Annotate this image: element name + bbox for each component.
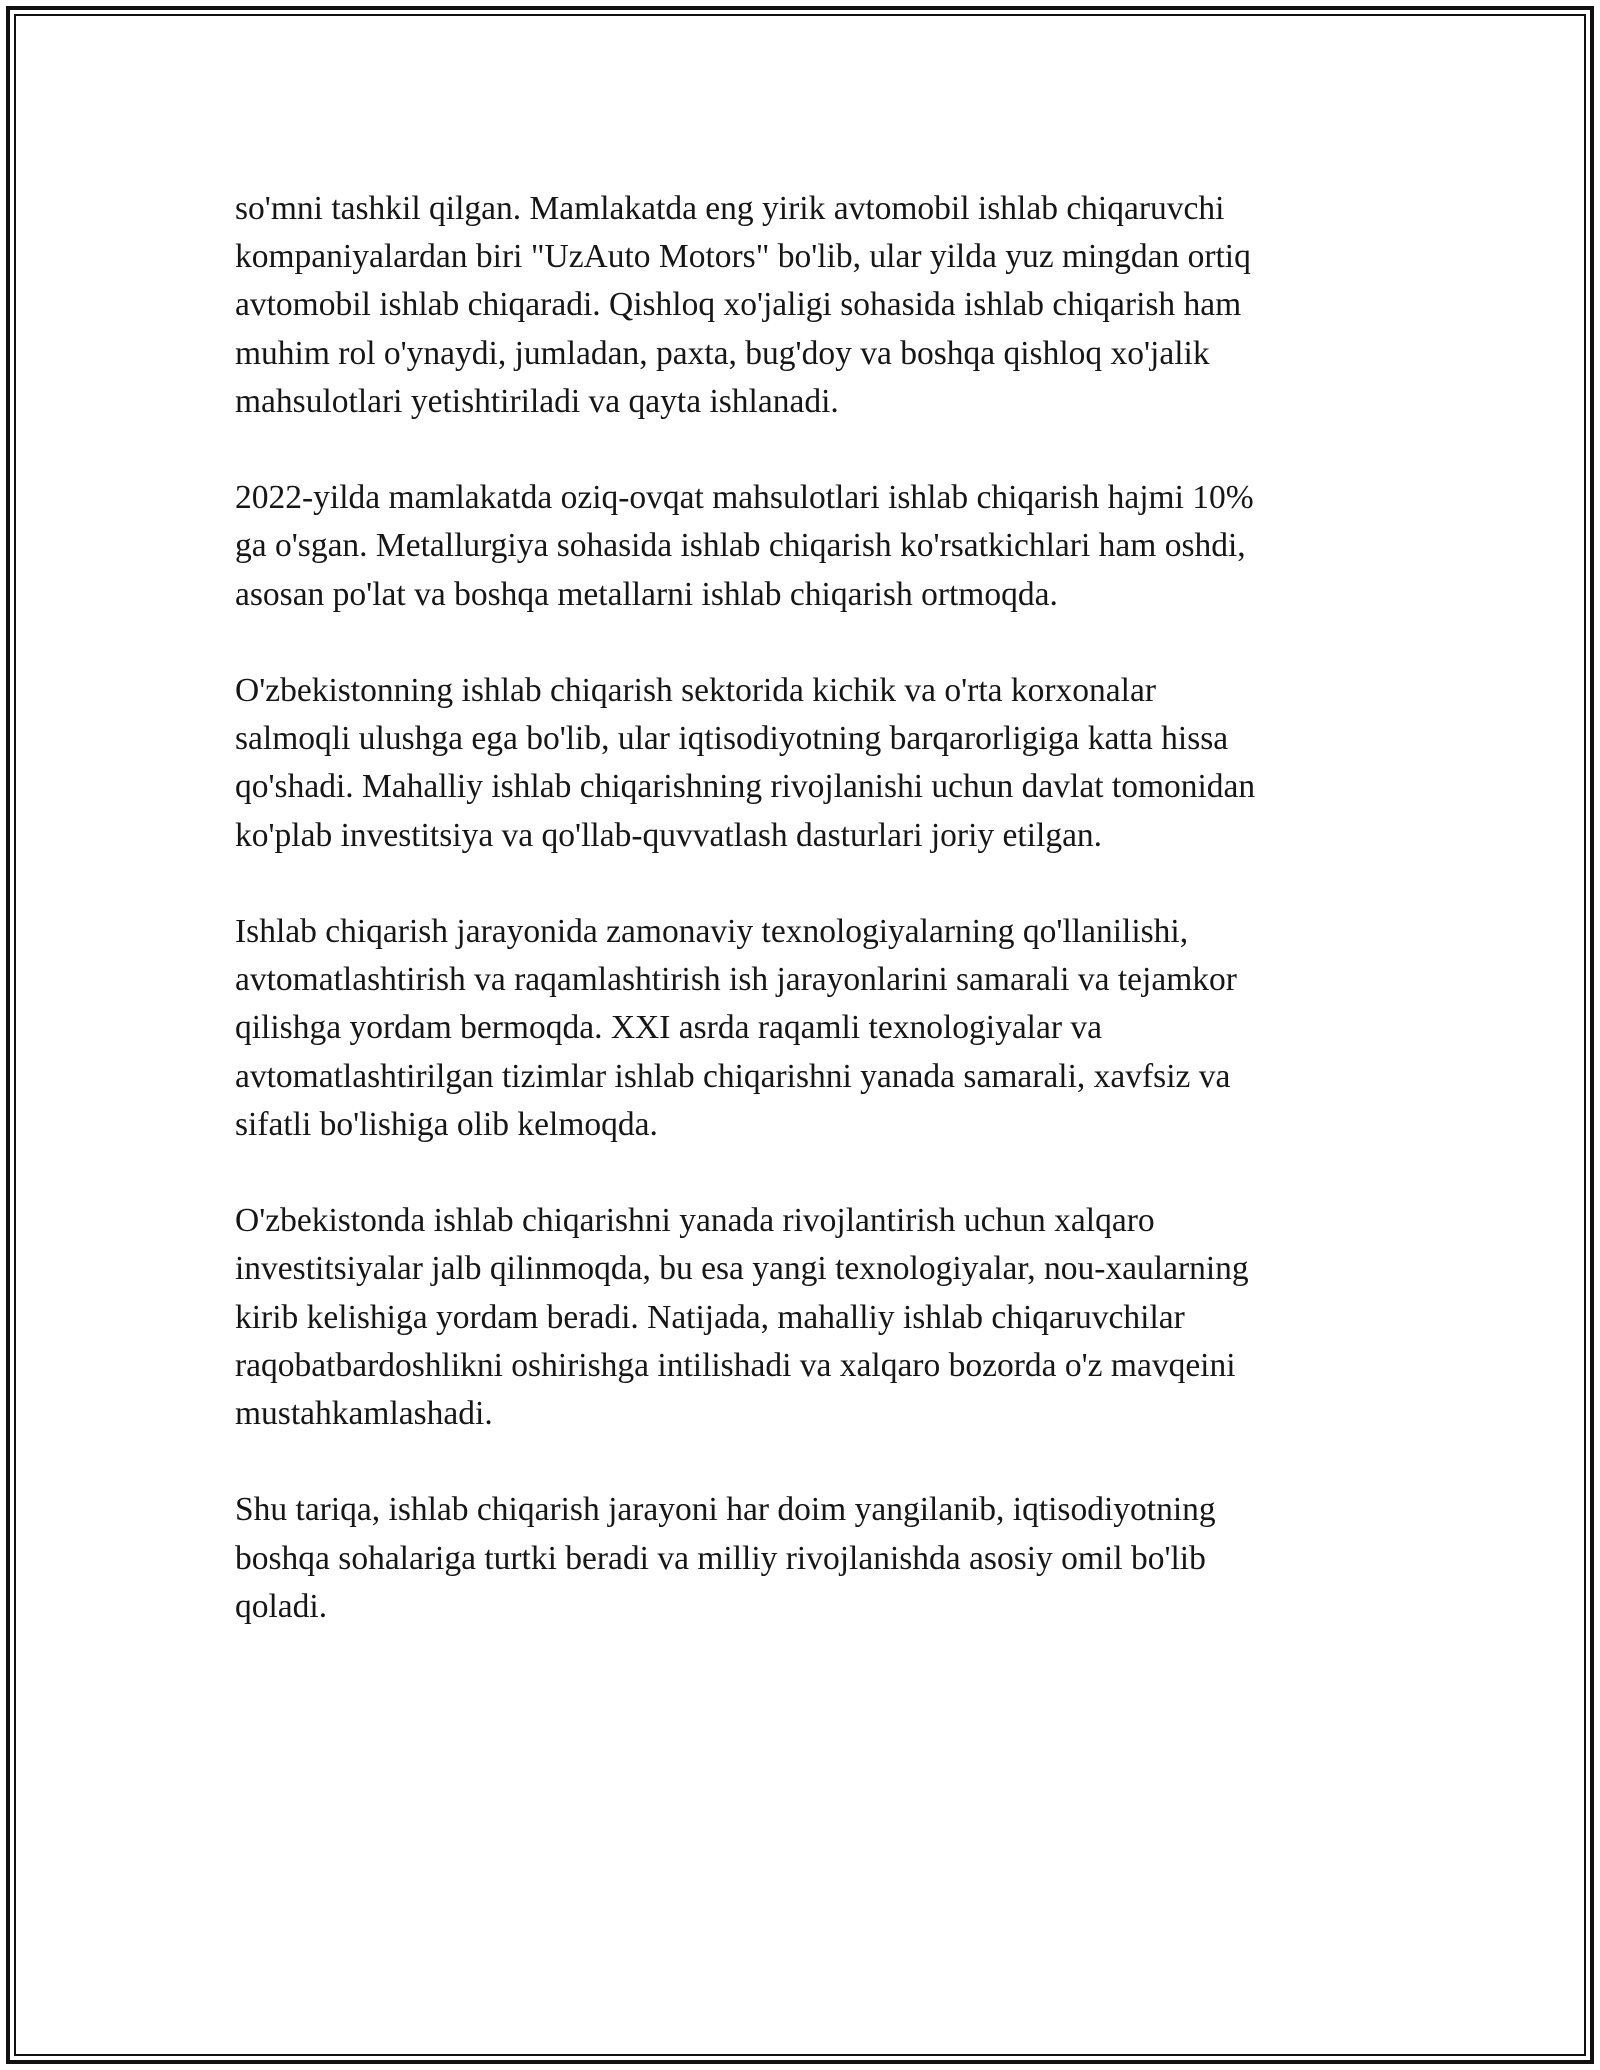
text-line: kirib kelishiga yordam beradi. Natijada, mahalliy ishlab chiqaruvchilar xyxy=(235,1298,1185,1336)
text-line: qoladi. xyxy=(235,1587,328,1625)
paragraph-1 xyxy=(235,185,1370,426)
text-line: salmoqli ulushga ega bo'lib, ular iqtisodiyotning barqarorligiga katta hissa xyxy=(235,720,1229,758)
text-line: raqobatbardoshlikni oshirishga intilishadi va xalqaro bozorda o'z mavqeini xyxy=(235,1346,1236,1384)
text-line: muhim rol o'ynaydi, jumladan, paxta, bug'doy va boshqa qishloq xo'jalik xyxy=(235,334,1210,372)
text-line: ko'plab investitsiya va qo'llab-quvvatlash dasturlari joriy etilgan. xyxy=(235,816,1103,854)
text-line: sifatli bo'lishiga olib kelmoqda. xyxy=(235,1105,658,1143)
text-line: mustahkamlashadi. xyxy=(235,1395,493,1433)
text-line: avtomatlashtirish va raqamlashtirish ish jarayonlarini samarali va tejamkor xyxy=(235,961,1237,999)
text-line: qo'shadi. Mahalliy ishlab chiqarishning rivojlanishi uchun davlat tomonidan xyxy=(235,768,1256,806)
text-line: O'zbekistonda ishlab chiqarishni yanada rivojlantirish uchun xalqaro xyxy=(235,1202,1155,1240)
paragraph-3 xyxy=(235,667,1370,860)
paragraph-6 xyxy=(235,1486,1370,1631)
text-line: avtomatlashtirilgan tizimlar ishlab chiqarishni yanada samarali, xavfsiz va xyxy=(235,1057,1231,1095)
text-line: O'zbekistonning ishlab chiqarish sektorida kichik va o'rta korxonalar xyxy=(235,672,1156,709)
text-line: mahsulotlari yetishtiriladi va qayta ishlanadi. xyxy=(235,382,839,420)
text-line: avtomobil ishlab chiqaradi. Qishloq xo'jaligi sohasida ishlab chiqarish ham xyxy=(235,286,1242,324)
text-line: ga o'sgan. Metallurgiya sohasida ishlab chiqarish ko'rsatkichlari ham oshdi, xyxy=(235,527,1246,565)
text-line: kompaniyalardan biri "UzAuto Motors" bo'lib, ular yilda yuz mingdan ortiq xyxy=(235,238,1251,276)
text-line: so'mni tashkil qilgan. Mamlakatda eng yirik avtomobil ishlab chiqaruvchi xyxy=(235,190,1225,227)
text-line: asosan po'lat va boshqa metallarni ishlab chiqarish ortmoqda. xyxy=(235,575,1058,613)
paragraph-5 xyxy=(235,1197,1370,1438)
text-line: Ishlab chiqarish jarayonida zamonaviy texnologiyalarning qo'llanilishi, xyxy=(235,913,1189,950)
document-body xyxy=(235,185,1370,1679)
paragraph-4 xyxy=(235,908,1370,1149)
text-line: boshqa sohalariga turtki beradi va milliy rivojlanishda asosiy omil bo'lib xyxy=(235,1539,1206,1577)
text-line: Shu tariqa, ishlab chiqarish jarayoni har doim yangilanib, iqtisodiyotning xyxy=(235,1491,1216,1529)
text-line: qilishga yordam bermoqda. XXI asrda raqamli texnologiyalar va xyxy=(235,1009,1103,1047)
text-line: 2022-yilda mamlakatda oziq-ovqat mahsulotlari ishlab chiqarish hajmi 10% xyxy=(235,479,1254,517)
text-line: investitsiyalar jalb qilinmoqda, bu esa yangi texnologiyalar, nou-xaularning xyxy=(235,1250,1249,1288)
paragraph-2 xyxy=(235,474,1370,619)
